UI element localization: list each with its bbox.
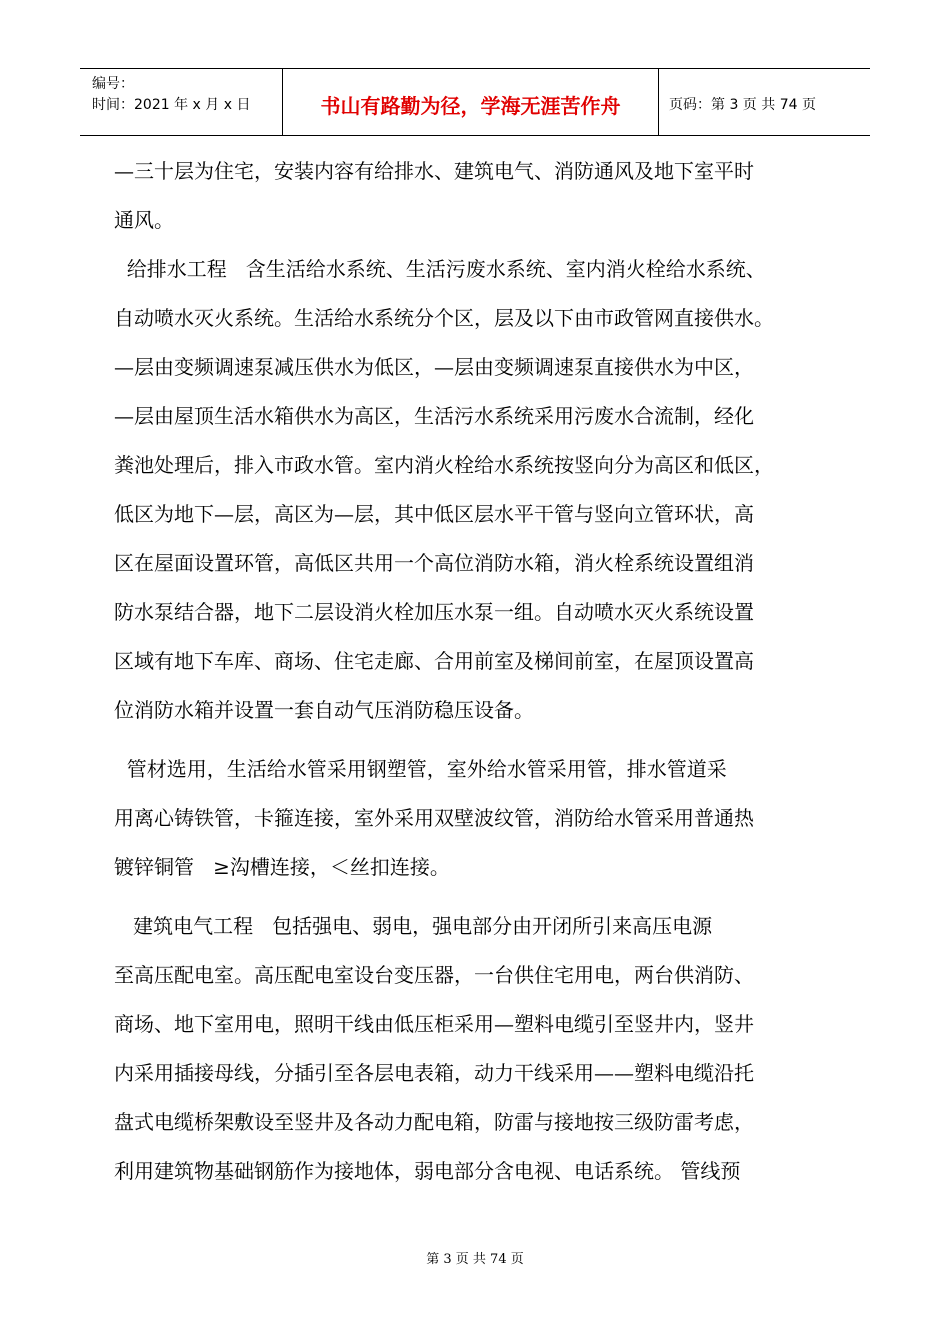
text-line: 区在屋面设置环管，高低区共用一个高位消防水箱，消火栓系统设置组消 [114,551,754,575]
document-body [114,147,849,1196]
text-line: —层由变频调速泵减压供水为低区，—层由变频调速泵直接供水为中区， [114,355,754,379]
text-line: 低区为地下—层，高区为—层，其中低区层水平干管与竖向立管环状，高 [114,502,754,526]
page-header [80,68,870,136]
text-line: 给排水工程 含生活给水系统、生活污废水系统、室内消火栓给水系统、 [114,257,766,281]
text-line: 利用建筑物基础钢筋作为接地体，弱电部分含电视、电话系统。 管线预 [114,1159,741,1183]
header-meta [80,69,283,135]
text-line: 区域有地下车库、商场、住宅走廊、合用前室及梯间前室，在屋顶设置高 [114,649,754,673]
paragraph-continuation [114,147,849,245]
paragraph-electrical [114,902,849,1196]
paragraph-water-supply [114,245,849,735]
header-page-info: 页码：第 3 页 共 74 页 [669,97,816,113]
text-line: 盘式电缆桥架敷设至竖井及各动力配电箱，防雷与接地按三级防雷考虑， [114,1110,754,1134]
paragraph-pipe-materials [114,745,849,892]
paragraph-gap [114,892,849,902]
text-line: 位消防水箱并设置一套自动气压消防稳压设备。 [114,698,534,722]
text-line: 自动喷水灭火系统。生活给水系统分个区，层及以下由市政管网直接供水。 [114,306,774,330]
text-line: 镀锌铜管 ≥沟槽连接，＜丝扣连接。 [114,855,450,879]
page-footer: 第 3 页 共 74 页 [426,1252,524,1267]
text-line: —三十层为住宅，安装内容有给排水、建筑电气、消防通风及地下室平时 [114,159,754,183]
header-motto: 书山有路勤为径，学海无涯苦作舟 [283,69,659,135]
text-line: 用离心铸铁管，卡箍连接，室外采用双壁波纹管，消防给水管采用普通热 [114,806,754,830]
document-number-label: 编号： [92,76,134,92]
text-line: 防水泵结合器，地下二层设消火栓加压水泵一组。自动喷水灭火系统设置 [114,600,754,624]
text-line: 粪池处理后，排入市政水管。室内消火栓给水系统按竖向分为高区和低区， [114,453,774,477]
text-line: 管材选用，生活给水管采用钢塑管，室外给水管采用管，排水管道采 [114,757,727,781]
text-line: 至高压配电室。高压配电室设台变压器，一台供住宅用电，两台供消防、 [114,963,754,987]
text-line: 内采用插接母线，分插引至各层电表箱，动力干线采用——塑料电缆沿托 [114,1061,754,1085]
paragraph-gap [114,735,849,745]
document-time-label: 时间：2021 年 x 月 x 日 [92,97,251,113]
text-line: 建筑电气工程 包括强电、弱电，强电部分由开闭所引来高压电源 [114,914,713,938]
text-line: —层由屋顶生活水箱供水为高区，生活污水系统采用污废水合流制，经化 [114,404,754,428]
text-line: 商场、地下室用电，照明干线由低压柜采用—塑料电缆引至竖井内，竖井 [114,1012,754,1036]
text-line: 通风。 [114,208,174,232]
